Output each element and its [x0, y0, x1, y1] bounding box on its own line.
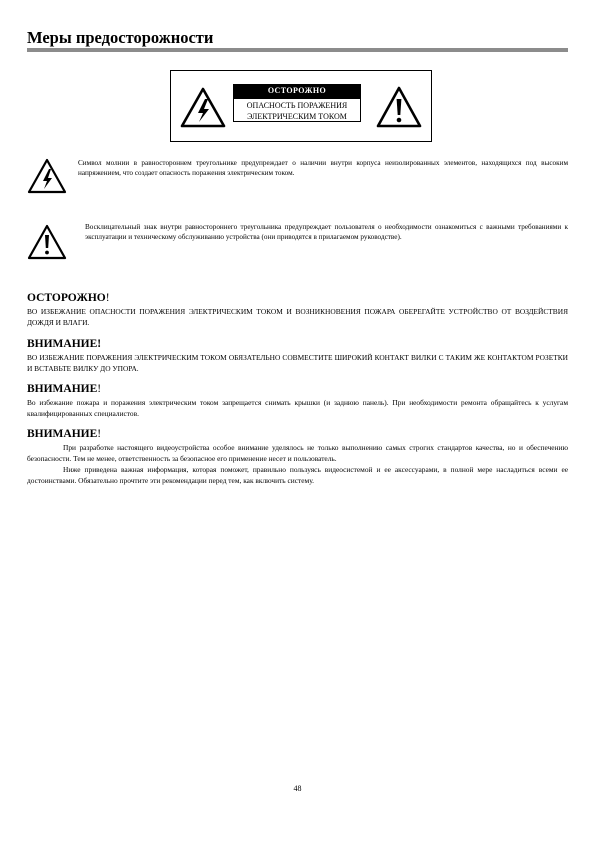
- section-heading: ВНИМАНИЕ!: [27, 338, 102, 350]
- section-paragraph-2: Ниже приведена важная информация, которая поможет, правильно пользуясь видеосистемой и ее аксессуарами, в полной мере насладиться всеми ее достоинствами. Обязательно прочтите эти рекомендации перед тем, как включить систему.: [27, 465, 568, 485]
- attention-safety-section: [27, 428, 568, 486]
- exclamation-triangle-icon: [27, 224, 67, 260]
- page-number: 48: [293, 784, 302, 793]
- caution-sub-line2: ЭЛЕКТРИЧЕСКИМ ТОКОМ: [247, 112, 347, 121]
- attention-plug-section: [27, 338, 568, 374]
- section-body: Во избежание пожара и поражения электрическим током запрещается снимать крышки (и заднюю панель). При необходимости ремонта обращайтесь к услугам квалифицированных специалистов.: [27, 398, 568, 418]
- caution-warning-box: [170, 70, 432, 142]
- caution-sub-label: [233, 98, 361, 122]
- caution-section: [27, 292, 568, 328]
- section-body: ВО ИЗБЕЖАНИЕ ОПАСНОСТИ ПОРАЖЕНИЯ ЭЛЕКТРИЧЕСКИМ ТОКОМ И ВОЗНИКНОВЕНИЯ ПОЖАРА ОБЕРЕГАЙТЕ УСТРОЙСТВО ОТ ВОЗДЕЙСТВИЯ ДОЖДЯ И ВЛАГИ.: [27, 307, 568, 327]
- section-heading: ОСТОРОЖНО!: [27, 292, 110, 304]
- section-paragraph-1: При разработке настоящего видеоустройства особое внимание уделялось не только выполнению самых строгих стандартов качества, но и обеспечению безопасности. Тем не менее, ответственность за безопасное его применение несет и пользователь.: [27, 443, 568, 463]
- section-heading: ВНИМАНИЕ!: [27, 428, 102, 440]
- page-title: Меры предосторожности: [27, 28, 214, 47]
- lightning-triangle-icon: [180, 86, 226, 128]
- lightning-symbol-description: Символ молнии в равностороннем треугольнике предупреждает о наличии внутри корпуса неизолированных элементов, находящихся под высоким напряжением, что создает опасность поражения электрическим током.: [78, 159, 568, 178]
- lightning-triangle-icon: [27, 158, 67, 194]
- exclamation-triangle-icon: [376, 85, 422, 129]
- attention-covers-section: [27, 383, 568, 419]
- title-rule: [27, 48, 568, 52]
- section-heading: ВНИМАНИЕ!: [27, 383, 102, 395]
- caution-sub-line1: ОПАСНОСТЬ ПОРАЖЕНИЯ: [246, 101, 348, 110]
- exclamation-symbol-description: Восклицательный знак внутри равностороннего треугольника предупреждает пользователя о необходимости ознакомиться с важными требованиями к эксплуатации и техническому обслуживанию устройства (они приводятся в прилагаемом руководстве).: [85, 223, 568, 242]
- caution-label: ОСТОРОЖНО: [233, 84, 361, 98]
- section-body: ВО ИЗБЕЖАНИЕ ПОРАЖЕНИЯ ЭЛЕКТРИЧЕСКИМ ТОКОМ ОБЯЗАТЕЛЬНО СОВМЕСТИТЕ ШИРОКИЙ КОНТАКТ ВИЛКИ С ТАКИМ ЖЕ КОНТАКТОМ РОЗЕТКИ И ВСТАВЬТЕ ВИЛКУ ДО УПОРА.: [27, 353, 568, 373]
